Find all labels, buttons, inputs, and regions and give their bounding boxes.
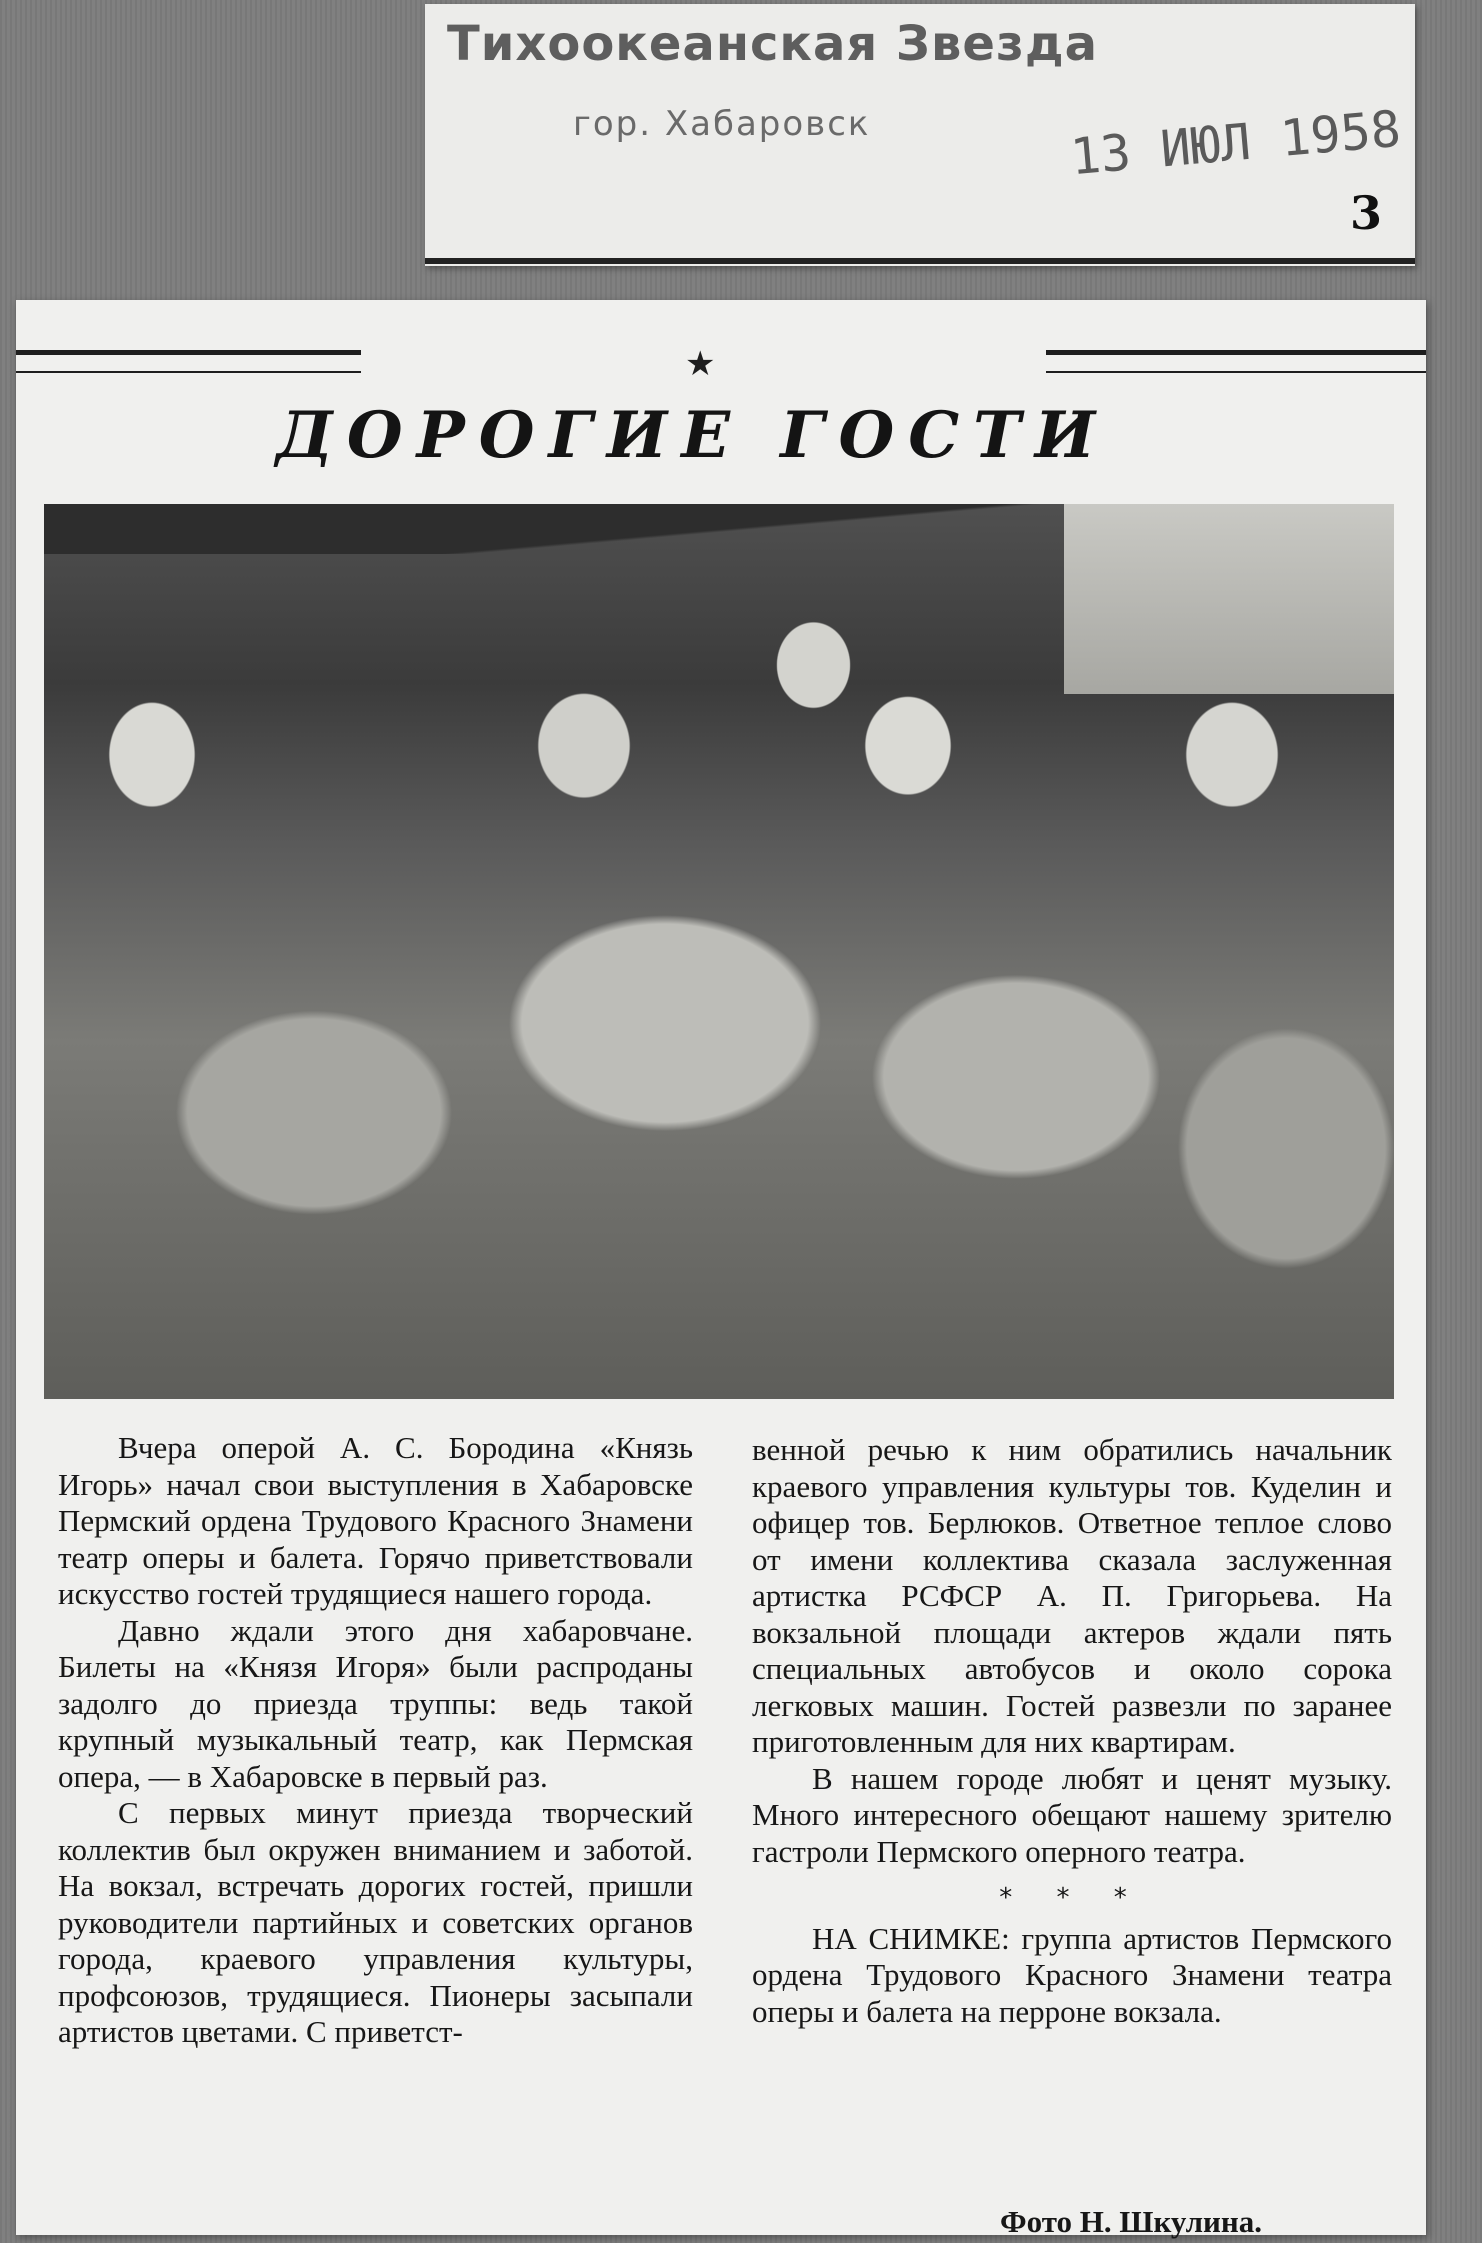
photo-station-roof bbox=[44, 504, 1084, 554]
clipping-source-slip bbox=[425, 4, 1415, 266]
paragraph: Вчера оперой А. С. Бородина «Князь Игорь» начал свои выступления в Хабаровске Пермский ордена Трудового Красного Знамени театр оперы и балета. Горячо приветствовали искусство гостей трудящиеся нашего города. bbox=[58, 1430, 693, 1611]
article-column-left bbox=[58, 1430, 693, 2051]
paragraph: В нашем городе любят и ценят музыку. Много интересного обещают нашему зрителю гастроли Пермского оперного театра. bbox=[752, 1760, 1392, 1869]
paragraph: венной речью к ним обратились начальник краевого управления культуры тов. Куделин и офицер тов. Берлюков. Ответное теплое слово от имени коллектива сказала заслуженная артистка РСФСР А. П. Григорьева. На вокзальной площади актеров ждали пять специальных автобусов и около сорока легковых машин. Гостей развезли по заранее приготовленным для них квартирам. bbox=[752, 1432, 1392, 1759]
paragraph: Давно ждали этого дня хабаровчане. Билеты на «Князя Игоря» были распроданы задолго до приезда труппы: ведь такой крупный музыкальный театр, как Пермская опера, — в Хабаровске в первый раз. bbox=[58, 1612, 693, 1794]
date-stamp: 13 ИЮЛ 1958 bbox=[1068, 99, 1404, 187]
article-headline: ДОРОГИЕ ГОСТИ bbox=[276, 398, 1110, 473]
headline-rule-right bbox=[1046, 350, 1426, 373]
newspaper-name: Тихоокеанская Звезда bbox=[447, 16, 1099, 72]
photo-credit: Фото Н. Шкулина. bbox=[1000, 2204, 1262, 2239]
photo-caption: НА СНИМКЕ: группа артистов Пермского ордена Трудового Красного Знамени театра оперы и балета на перроне вокзала. bbox=[752, 1920, 1392, 2029]
slip-rule bbox=[425, 258, 1415, 264]
article-column-right bbox=[752, 1432, 1392, 2030]
article-photo bbox=[44, 504, 1394, 1399]
page-number: 3 bbox=[1350, 186, 1383, 240]
newspaper-city: гор. Хабаровск bbox=[573, 104, 871, 144]
star-icon: ★ bbox=[685, 344, 716, 384]
photo-sky bbox=[1064, 504, 1394, 694]
section-divider: * * * bbox=[999, 1883, 1145, 1913]
headline-rule-left bbox=[16, 350, 361, 373]
paragraph: С первых минут приезда творческий коллектив был окружен вниманием и заботой. На вокзал, встречать дорогих гостей, пришли руководители партийных и советских органов города, краевого управления культуры, профсоюзов, трудящиеся. Пионеры засыпали артистов цветами. С приветст- bbox=[58, 1795, 693, 2049]
